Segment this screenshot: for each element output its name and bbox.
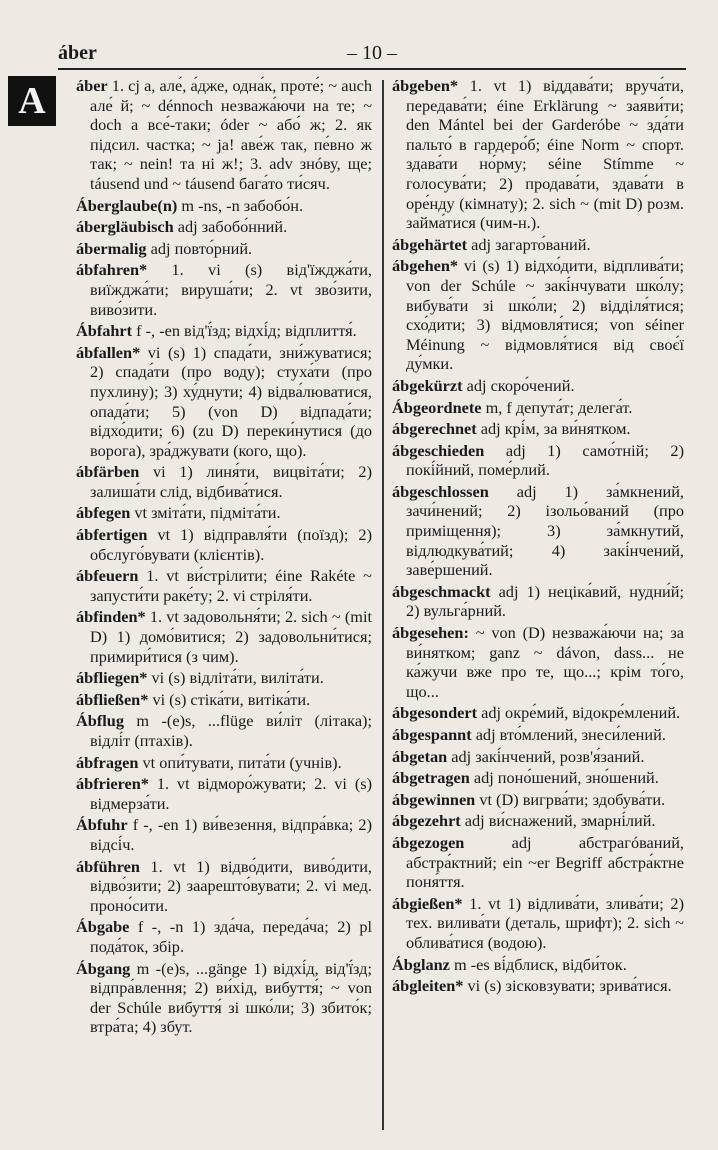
column-divider xyxy=(382,80,384,1130)
entry-headword: Ábfuhr xyxy=(76,815,128,835)
dictionary-entry xyxy=(392,235,684,255)
entry-headword: ábfahren* xyxy=(76,260,148,280)
entry-definition: f -, -en від'ї́зд; відхі́д; відплиття́. xyxy=(132,321,357,341)
entry-headword: ábgehen* xyxy=(392,256,459,276)
dictionary-entry xyxy=(392,747,684,767)
entry-definition: vi (s) стіка́ти, витіка́ти. xyxy=(148,689,311,709)
entry-headword: ábgewinnen xyxy=(392,789,476,809)
dictionary-entry xyxy=(76,753,372,773)
entry-headword: ábgehärtet xyxy=(392,234,468,254)
dictionary-entry xyxy=(392,955,684,975)
entry-headword: ábgerechnet xyxy=(392,419,477,439)
dictionary-entry xyxy=(392,582,684,621)
dictionary-entry xyxy=(76,343,372,461)
dictionary-entry xyxy=(392,703,684,723)
entry-definition: m -(e)s, ...gänge 1) відхі́д, від'ї́зд; відпра́влення; 2) ви́хід, вибуття́; ~ von der Schúle вибуття́ зі шко́ли; 3) збито́к; втра́та; 4) збут. xyxy=(90,958,372,1037)
entry-definition: adj забобо́нний. xyxy=(173,217,288,237)
dictionary-entry xyxy=(392,623,684,701)
entry-definition: vt зміта́ти, підміта́ти. xyxy=(130,503,281,523)
entry-headword: ábfeuern xyxy=(76,566,139,586)
entry-headword: Ábgeordnete xyxy=(392,397,482,417)
entry-definition: vt 1) відправля́ти (поїзд); 2) обслуго́вувати (клієнтів). xyxy=(90,525,372,564)
entry-headword: Ábflug xyxy=(76,711,124,731)
entry-definition: vi (s) 1) відхо́дити, відплива́ти; von der Schúle ~ закі́нчувати шко́лу; вибува́ти зі шко́ли; 2) відділя́тися; схо́дити; 3) відмовля́тися; von séiner Méinung ~ відмовля́тися від своє́ї ду́мки. xyxy=(406,256,684,374)
entry-definition: adj крі́м, за ви́нятком. xyxy=(476,419,631,439)
entry-definition: vt (D) вигрва́ти; здобува́ти. xyxy=(475,789,666,809)
entry-headword: ábfliegen* xyxy=(76,668,148,688)
entry-definition: adj закі́нчений, розв'я́заний. xyxy=(447,746,645,766)
right-column xyxy=(392,76,684,998)
entry-definition: adj 1) само́тній; 2) покі́йний, поме́рлий. xyxy=(406,440,684,480)
dictionary-entry xyxy=(76,857,372,916)
entry-headword: ábgesondert xyxy=(392,703,478,723)
entry-definition: f -, -en 1) ви́везення, відпра́вка; 2) відсі́ч. xyxy=(90,815,372,854)
entry-definition: adj ви́снажений, змарні́лий. xyxy=(460,811,656,831)
dictionary-entry xyxy=(392,725,684,745)
dictionary-entry xyxy=(76,711,372,750)
entry-headword: áber xyxy=(76,76,108,95)
entry-headword: ábgetragen xyxy=(392,768,470,788)
entry-headword: ábfragen xyxy=(76,752,139,772)
entry-headword: ábgeschlossen xyxy=(392,481,489,501)
entry-headword: ábfertigen xyxy=(76,525,148,545)
dictionary-entry xyxy=(76,815,372,854)
entry-definition: 1. vi (s) від'їжджа́ти, виїжджа́ти; вируша́ти; 2. vt зво́зити, виво́зити. xyxy=(90,260,372,319)
dictionary-entry xyxy=(392,376,684,396)
entry-headword: ábfallen* xyxy=(76,342,141,362)
entry-definition: vi (s) зісковзувати; зрива́тися. xyxy=(463,976,672,996)
entry-headword: Ábfahrt xyxy=(76,321,133,341)
entry-headword: ábgezehrt xyxy=(392,811,461,831)
entry-definition: f -, -n 1) зда́ча, переда́ча; 2) pl пода́ток, збір. xyxy=(90,917,372,956)
entry-headword: ábfrieren* xyxy=(76,774,149,794)
entry-definition: 1. vt 1) віддава́ти; вруча́ти, передава́ти; éine Erklärung ~ заяви́ти; den Mántel bei der Garderóbe ~ зда́ти пальто́ в гардеро́б; éine Norm ~ спорт. здава́ти но́рму; séine Stímme ~ голосува́ти; 2) продава́ти, здава́ти в оре́нду (кімнату); 2. sich ~ (mit D) розм. займа́тися (чим-н.). xyxy=(406,76,684,233)
dictionary-entry xyxy=(76,217,372,237)
entry-definition: vt опи́тувати, пита́ти (учнів). xyxy=(138,752,342,772)
entry-definition: m, f депута́т; делега́т. xyxy=(481,397,633,417)
entry-definition: vi 1) линя́ти, вицвіта́ти; 2) залиша́ти слід, відбива́тися. xyxy=(90,462,372,501)
dictionary-entry xyxy=(392,482,684,580)
entry-definition: adj вто́млений, знеси́лений. xyxy=(471,725,666,744)
entry-headword: ábfärben xyxy=(76,462,140,482)
entry-headword: ábermalig xyxy=(76,238,147,258)
entry-definition: vi (s) 1) спада́ти, зни́жуватися; 2) спада́ти (про воду); стуха́ти (про пухлину); 3) ху́днути; 4) відва́люватися, опада́ти; 5) (von D) відпада́ти; відхо́дити; 6) (zu D) переки́нутися (до ворога), зра́джувати (кого, що). xyxy=(90,342,372,460)
entry-definition: adj 1) неціка́вий, нудни́й; 2) вульга́рний. xyxy=(406,581,684,621)
running-headword: áber xyxy=(58,42,97,64)
entry-definition: adj скоро́чений. xyxy=(462,375,575,395)
entry-headword: ábgetan xyxy=(392,746,448,766)
dictionary-entry xyxy=(76,462,372,501)
dictionary-entry xyxy=(392,768,684,788)
letter-tab: A xyxy=(8,76,56,126)
entry-headword: ábgleiten* xyxy=(392,976,464,996)
page-number: – 10 – xyxy=(347,42,397,64)
entry-definition: vi (s) відліта́ти, виліта́ти. xyxy=(147,668,324,688)
page-header xyxy=(58,38,686,70)
dictionary-entry xyxy=(392,398,684,418)
dictionary-entry xyxy=(392,76,684,233)
dictionary-entry xyxy=(76,321,372,341)
entry-headword: ábgesehen: xyxy=(392,623,469,643)
entry-headword: ábgeschmackt xyxy=(392,581,491,601)
entry-definition: m -ns, -n забобо́н. xyxy=(177,195,304,215)
entry-headword: ábführen xyxy=(76,856,140,876)
dictionary-entry xyxy=(76,525,372,564)
left-column xyxy=(76,76,372,1039)
dictionary-entry xyxy=(76,503,372,523)
dictionary-entry xyxy=(76,566,372,605)
entry-definition: 1. vt відморо́жувати; 2. vi (s) відмерза́ти. xyxy=(90,774,372,813)
dictionary-entry xyxy=(76,917,372,956)
entry-definition: ~ von (D) незважа́ючи на; за ви́нятком; ganz ~ dávon, dass... не ка́жучи вже про те, що...; крім то́го, що... xyxy=(406,623,684,701)
dictionary-entry xyxy=(392,419,684,439)
entry-headword: ábfließen* xyxy=(76,689,149,709)
dictionary-entry xyxy=(392,256,684,374)
entry-headword: Ábgabe xyxy=(76,917,130,937)
dictionary-entry xyxy=(76,774,372,813)
entry-headword: Ábglanz xyxy=(392,954,450,974)
entry-headword: Áberglaube(n) xyxy=(76,195,178,215)
entry-headword: ábfinden* xyxy=(76,607,146,627)
entry-headword: ábgekürzt xyxy=(392,375,463,395)
dictionary-entry xyxy=(76,76,372,194)
entry-headword: Ábgang xyxy=(76,958,131,978)
dictionary-entry xyxy=(76,260,372,319)
entry-definition: m -es ві́дблиск, відби́ток. xyxy=(449,954,627,974)
entry-definition: adj повто́рний. xyxy=(146,238,253,258)
dictionary-entry xyxy=(392,833,684,892)
entry-headword: ábergläubisch xyxy=(76,217,174,237)
entry-definition: adj 1) за́мкнений, зачи́нений; 2) ізольо́ваний (про приміщення); 3) за́мкнутий, відлюдкува́тий; 4) закі́нчений, заве́ршений. xyxy=(406,481,684,580)
dictionary-entry xyxy=(76,690,372,710)
dictionary-entry xyxy=(392,441,684,480)
dictionary-entry xyxy=(76,668,372,688)
entry-headword: ábgießen* xyxy=(392,893,463,913)
entry-definition: adj загарто́ваний. xyxy=(467,234,591,254)
dictionary-entry xyxy=(392,790,684,810)
dictionary-entry xyxy=(392,811,684,831)
entry-definition: 1. vt ви́стрілити; éine Rakéte ~ запусти́ти раке́ту; 2. vi стріля́ти. xyxy=(90,566,372,605)
entry-definition: 1. vt 1) відво́дити, виво́дити, відво́зити; 2) заарешто́вувати; 2. vi мед. проно́сити. xyxy=(90,856,372,915)
entry-definition: 1. vt 1) відлива́ти, злива́ти; 2) тех. вилива́ти (деталь, шрифт); 2. sich ~ облива́тися (водою). xyxy=(406,893,684,952)
dictionary-entry xyxy=(76,196,372,216)
entry-definition: adj поно́шений, зно́шений. xyxy=(469,768,659,788)
entry-headword: ábfegen xyxy=(76,503,131,523)
entry-definition: adj окре́мий, відокре́млений. xyxy=(477,703,681,723)
entry-headword: ábgespannt xyxy=(392,725,472,744)
entry-headword: ábgeben* xyxy=(392,76,459,95)
dictionary-entry xyxy=(76,239,372,259)
entry-definition: m -(e)s, ...flüge ви́літ (літака); відлі́т (птахів). xyxy=(90,711,372,750)
dictionary-entry xyxy=(392,976,684,996)
dictionary-entry xyxy=(76,959,372,1037)
dictionary-entry xyxy=(76,607,372,666)
entry-headword: ábgezogen xyxy=(392,832,465,852)
entry-definition: 1. cj a, але́, а́дже, одна́к, проте́; ~ auch але́ й; ~ dénnoch незважа́ючи на те; ~ doch а все́-таки; óder ~ або́ ж; 2. як підсил. частка; ~ ja! аве́ж так, пе́вно ж так; ~ nein! та ні ж!; 3. adv знóву, ще; táusend und ~ táusend бага́то ти́сяч. xyxy=(90,76,372,193)
dictionary-entry xyxy=(392,894,684,953)
entry-definition: adj абстрагóваний, абстра́ктний; ein ~er Begriff абстра́ктне поня́ття. xyxy=(406,832,684,892)
entry-definition: 1. vt задовольня́ти; 2. sich ~ (mit D) 1) домо́витися; 2) задовольни́тися; примири́тися (з чим). xyxy=(90,607,372,666)
entry-headword: ábgeschieden xyxy=(392,440,485,460)
